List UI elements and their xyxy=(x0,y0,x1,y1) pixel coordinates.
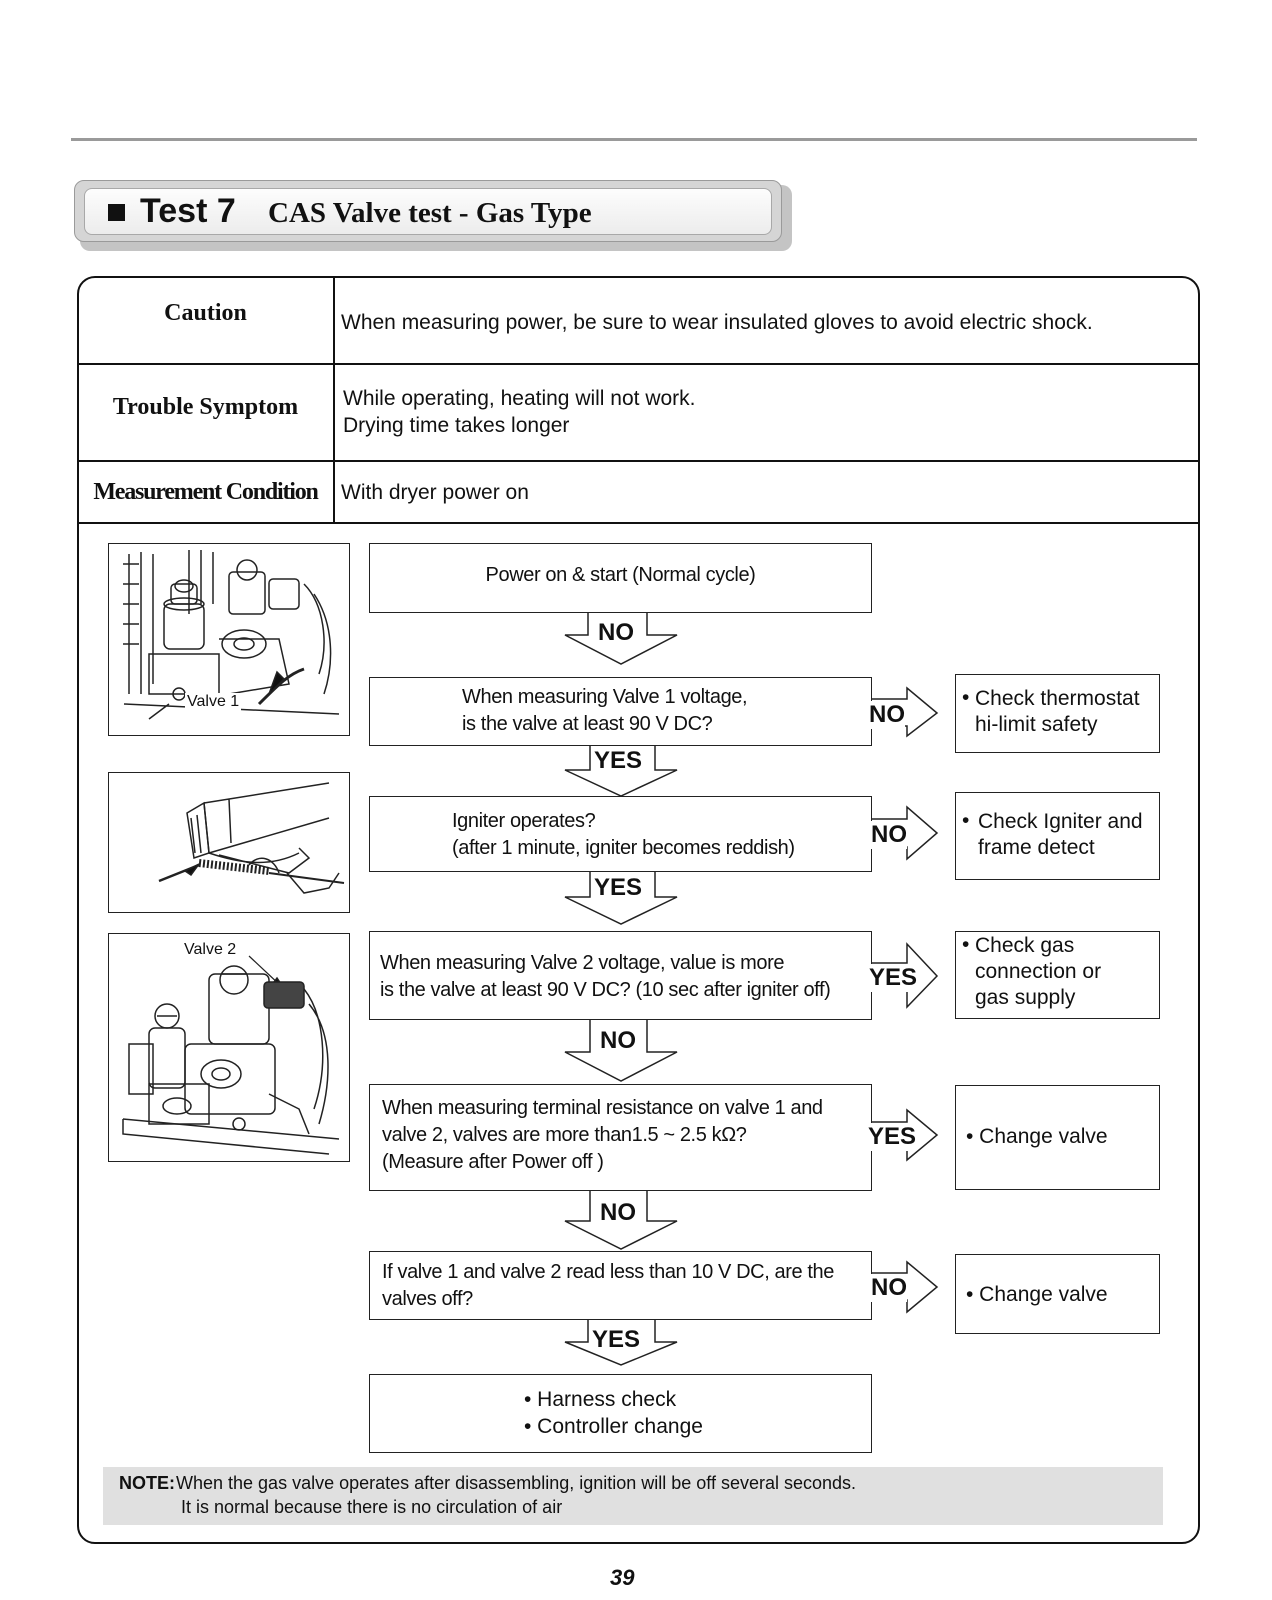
down-label-3: YES xyxy=(594,874,643,901)
down-label-2: YES xyxy=(594,747,643,774)
flow-final-box xyxy=(369,1374,872,1453)
condition-label: Measurement Condition xyxy=(93,479,318,505)
result-box-4 xyxy=(955,1085,1160,1190)
note-box xyxy=(103,1467,1163,1525)
result-box-5 xyxy=(955,1254,1160,1334)
flow-step1-line1: When measuring Valve 1 voltage, xyxy=(462,686,748,708)
condition-text: With dryer power on xyxy=(341,481,529,504)
result-2-line2: frame detect xyxy=(978,836,1095,859)
bullet: • xyxy=(962,686,970,709)
right-label-3: YES xyxy=(869,964,918,991)
result-1-line2: hi-limit safety xyxy=(975,713,1098,736)
result-5-text: • Change valve xyxy=(966,1283,1108,1306)
result-box-1 xyxy=(955,674,1160,753)
result-3-line3: gas supply xyxy=(975,986,1076,1009)
page-number: 39 xyxy=(610,1565,635,1590)
right-label-1: NO xyxy=(869,701,905,728)
flow-step4-box xyxy=(369,1084,872,1191)
down-label-5: NO xyxy=(600,1199,636,1226)
result-box-3 xyxy=(955,931,1160,1019)
caution-text: When measuring power, be sure to wear insulated gloves to avoid electric shock. xyxy=(341,311,1093,334)
valve1-label: Valve 1 xyxy=(187,693,240,710)
down-label-4: NO xyxy=(600,1027,636,1054)
result-3-line1: Check gas xyxy=(975,934,1075,957)
result-box-2 xyxy=(955,792,1160,880)
bullet: • xyxy=(962,809,970,832)
flow-start-box xyxy=(369,543,872,613)
flow-start-text: Power on & start (Normal cycle) xyxy=(485,564,756,586)
flow-step5-box xyxy=(369,1251,872,1320)
test-number: Test 7 xyxy=(140,192,236,230)
flow-step3-line1: When measuring Valve 2 voltage, value is more xyxy=(380,952,785,974)
right-label-2: NO xyxy=(871,821,907,848)
right-label-5: NO xyxy=(871,1274,907,1301)
down-label-6: YES xyxy=(592,1326,641,1353)
flow-step2-line1: Igniter operates? xyxy=(452,810,596,832)
flow-step4-line1: When measuring terminal resistance on valve 1 and xyxy=(382,1097,823,1119)
flow-step3-line2: is the valve at least 90 V DC? (10 sec after igniter off) xyxy=(380,979,831,1001)
flow-step3-box xyxy=(369,931,872,1020)
note-line2: It is normal because there is no circulation of air xyxy=(181,1497,563,1517)
flow-final-line1: • Harness check xyxy=(524,1388,677,1411)
symptom-line2: Drying time takes longer xyxy=(343,414,570,437)
flow-step1-box xyxy=(369,677,872,746)
result-2-line1: Check Igniter and xyxy=(978,810,1143,833)
bullet: • xyxy=(962,933,970,956)
down-label-1: NO xyxy=(598,619,634,646)
right-label-4: YES xyxy=(868,1123,917,1150)
symptom-line1: While operating, heating will not work. xyxy=(343,387,696,410)
flow-final-line2: • Controller change xyxy=(524,1415,703,1438)
flow-step2-box xyxy=(369,796,872,872)
result-3-line2: connection or xyxy=(975,960,1102,983)
result-4-text: • Change valve xyxy=(966,1125,1108,1148)
flow-step5-line2: valves off? xyxy=(382,1288,473,1310)
test-title: CAS Valve test - Gas Type xyxy=(268,197,592,229)
flow-step4-line2: valve 2, valves are more than1.5 ~ 2.5 kΩ? xyxy=(382,1124,747,1146)
flow-step4-line3: (Measure after Power off ) xyxy=(382,1151,604,1173)
caution-label: Caution xyxy=(164,300,247,326)
valve2-label: Valve 2 xyxy=(184,941,237,958)
note-line1: When the gas valve operates after disassembling, ignition will be off several seconds. xyxy=(176,1473,857,1493)
result-1-line1: Check thermostat xyxy=(975,687,1140,710)
note-label: NOTE: xyxy=(119,1473,175,1493)
flow-step5-line1: If valve 1 and valve 2 read less than 10 V DC, are the xyxy=(382,1261,835,1283)
flow-step1-line2: is the valve at least 90 V DC? xyxy=(462,713,713,735)
flow-step2-line2: (after 1 minute, igniter becomes reddish) xyxy=(452,837,795,859)
symptom-label: Trouble Symptom xyxy=(112,394,299,420)
